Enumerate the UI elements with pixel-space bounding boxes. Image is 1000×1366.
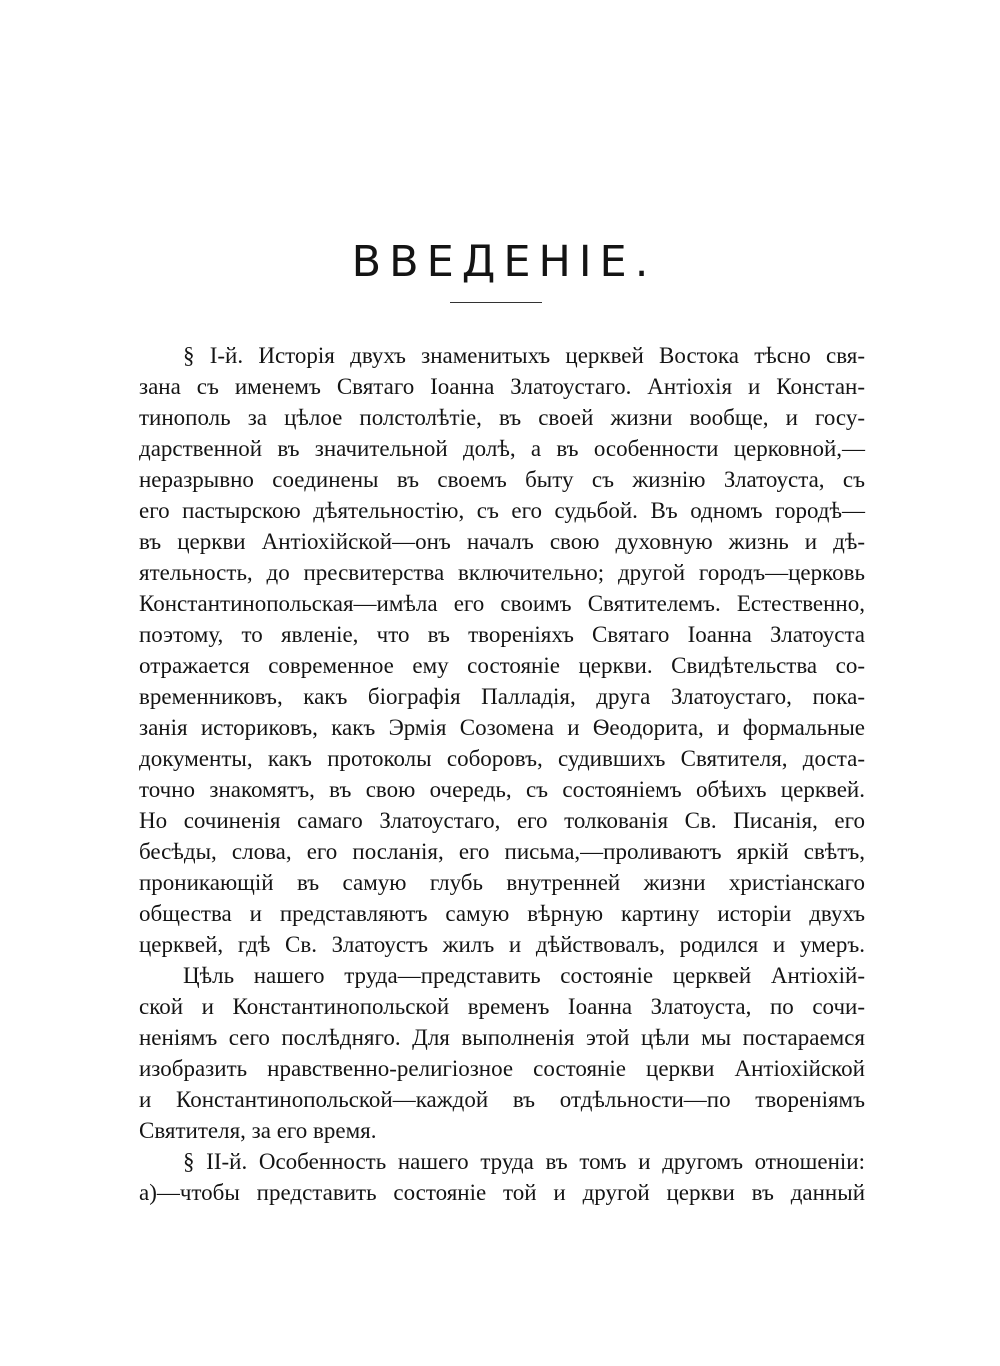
text-line: церквей, гдѣ Св. Златоустъ жилъ и дѣйствовалъ, родился и умеръ. [139, 932, 865, 957]
page-title: ВВЕДЕНІЕ. [351, 237, 657, 287]
text-line: ятельность, до пресвитерства включительно; другой городъ—церковь [139, 560, 865, 585]
text-line: отражается современное ему состояніе церкви. Свидѣтельства со- [139, 653, 865, 678]
text-line: Цѣль нашего труда—представить состояніе церквей Антіохій- [183, 963, 865, 988]
text-line: занія историковъ, какъ Эрмія Созомена и Ѳеодорита, и формальные [139, 715, 865, 740]
text-line: бесѣды, слова, его посланія, его письма,—проливаютъ яркій свѣтъ, [139, 839, 865, 864]
text-line: его пастырскою дѣятельностію, съ его судьбой. Въ одномъ городѣ— [139, 498, 865, 523]
text-line: Константинопольская—имѣла его своимъ Святителемъ. Естественно, [139, 591, 865, 616]
text-line: въ церкви Антіохійской—онъ началъ свою духовную жизнь и дѣ- [139, 529, 865, 554]
title-divider [450, 302, 542, 303]
text-line: изобразить нравственно-религіозное состояніе церкви Антіохійской [139, 1056, 865, 1081]
text-line: Святителя, за его время. [139, 1118, 377, 1143]
text-line: а)—чтобы представить состояніе той и другой церкви въ данный [139, 1180, 865, 1205]
text-line: неніямъ сего послѣдняго. Для выполненія этой цѣли мы постараемся [139, 1025, 865, 1050]
text-line: проникающій въ самую глубь внутренней жизни христіанскаго [139, 870, 865, 895]
text-line: Но сочиненія самаго Златоустаго, его толкованія Св. Писанія, его [139, 808, 865, 833]
text-line: документы, какъ протоколы соборовъ, судившихъ Святителя, доста- [139, 746, 865, 771]
text-line: общества и представляютъ самую вѣрную картину исторіи двухъ [139, 901, 865, 926]
text-line: временниковъ, какъ біографія Палладія, друга Златоустаго, пока- [139, 684, 865, 709]
text-line: § I-й. Исторія двухъ знаменитыхъ церквей Востока тѣсно свя- [183, 343, 865, 368]
text-line: тинополь за цѣлое полстолѣтіе, въ своей жизни вообще, и госу- [139, 405, 865, 430]
text-line: неразрывно соединены въ своемъ быту съ жизнію Златоуста, съ [139, 467, 865, 492]
text-line: и Константинопольской—каждой въ отдѣльности—по твореніямъ [139, 1087, 865, 1112]
text-line: § II-й. Особенность нашего труда въ томъ и другомъ отношеніи: [183, 1149, 865, 1174]
text-line: ской и Константинопольской временъ Іоанна Златоуста, по сочи- [139, 994, 865, 1019]
text-line: дарственной въ значительной долѣ, а въ особенности церковной,— [139, 436, 865, 461]
text-line: поэтому, то явленіе, что въ твореніяхъ Святаго Іоанна Златоуста [139, 622, 865, 647]
text-line: зана съ именемъ Святаго Іоанна Златоустаго. Антіохія и Констан- [139, 374, 865, 399]
text-line: точно знакомятъ, въ свою очередь, съ состояніемъ обѣихъ церквей. [139, 777, 865, 802]
